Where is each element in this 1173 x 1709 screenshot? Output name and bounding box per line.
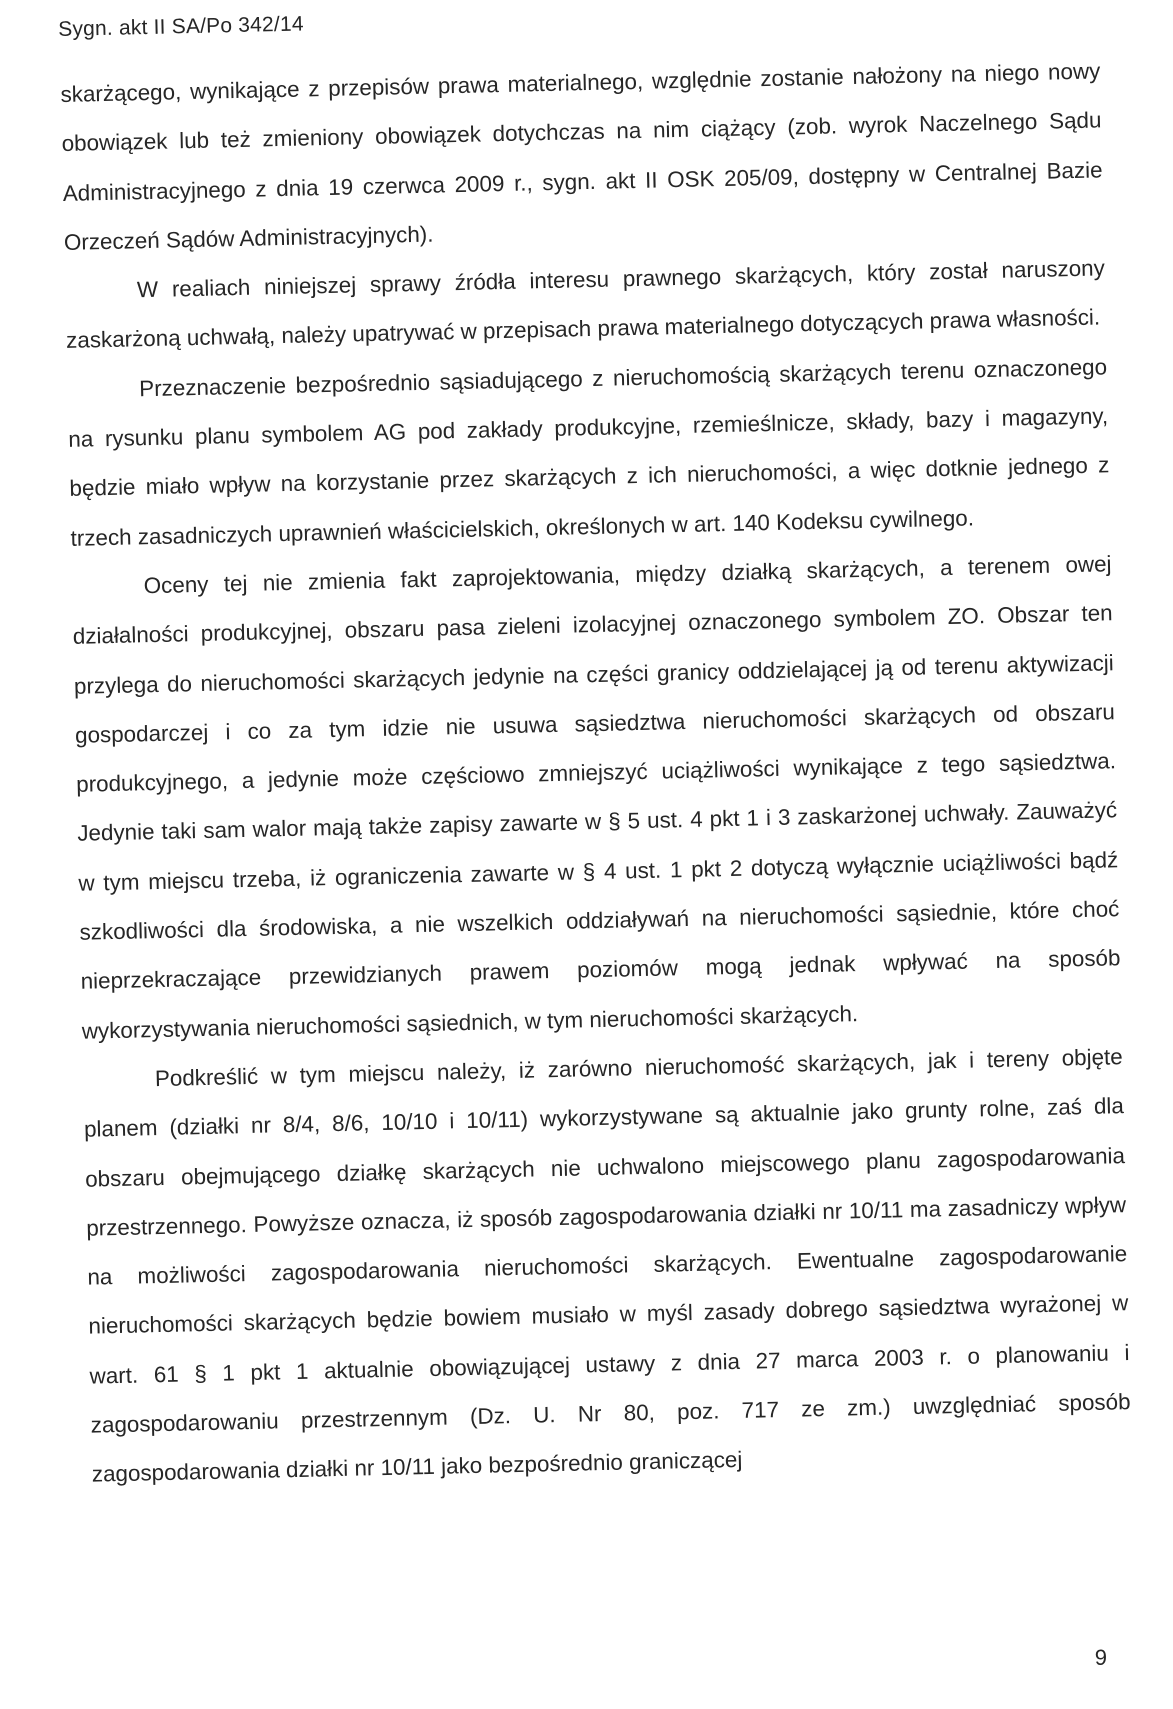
- document-body: [60, 46, 1132, 1499]
- case-reference-header: Sygn. akt II SA/Po 342/14: [58, 12, 304, 41]
- page-number: 9: [1094, 1645, 1107, 1670]
- paragraph: W realiach niniejszej sprawy źródła interesu prawnego skarżących, który został naruszony zaskarżoną uchwałą, należy upatrywać w przepisach prawa materialnego dotyczących prawa własności.: [65, 255, 1106, 354]
- paragraph: Podkreślić w tym miejscu należy, iż zarówno nieruchomość skarżących, jak i tereny objęte planem (działki nr 8/4, 8/6, 10/10 i 10/11) wykorzystywane są aktualnie jako grunty rolne, zaś dla obszaru obejmującego działkę skarżących nie uchwalono miejscowego planu zagospodarowania przestrzennego. Powyższe oznacza, iż sposób zagospodarowania działki nr 10/11 ma zasadniczy wpływ na możliwości zagospodarowania nieruchomości skarżących. Ewentualne zagospodarowanie nieruchomości skarżących będzie bowiem musiało w myśl zasady dobrego sąsiedztwa wyrażonej w wart. 61 § 1 pkt 1 aktualnie obowiązującej ustawy z dnia 27 marca 2003 r. o planowaniu i zagospodarowaniu przestrzennym (Dz. U. Nr 80, poz. 717 ze zm.) uwzględniać sposób zagospodarowania działki nr 10/11 jako bezpośrednio graniczącej: [83, 1044, 1131, 1487]
- paragraph: Przeznaczenie bezpośrednio sąsiadującego z nieruchomością skarżących terenu oznaczonego na rysunku planu symbolem AG pod zakłady produkcyjne, rzemieślnicze, składy, bazy i magazyny, będzie miało wpływ na korzystanie przez skarżących z ich nieruchomości, a więc dotknie jednego z trzech zasadniczych uprawnień właścicielskich, określonych w art. 140 Kodeksu cywilnego.: [68, 354, 1110, 551]
- paragraph: Oceny tej nie zmienia fakt zaprojektowania, między działką skarżących, a terenem owej działalności produkcyjnej, obszaru pasa zieleni izolacyjnej oznaczonego symbolem ZO. Obszar ten przylega do nieruchomości skarżących jedynie na części granicy oddzielającej ją od terenu aktywizacji gospodarczej i co za tym idzie nie usuwa sąsiedztwa nieruchomości skarżących od obszaru produkcyjnego, a jedynie może częściowo zmniejszyć uciążliwości wynikające z tego sąsiedztwa. Jedynie taki sam walor mają także zapisy zawarte w § 5 ust. 4 pkt 1 i 3 zaskarżonej uchwały. Zauważyć w tym miejscu trzeba, iż ograniczenia zawarte w § 4 ust. 1 pkt 2 dotyczą wyłącznie uciążliwości bądź szkodliwości dla środowiska, a nie wszelkich oddziaływań na nieruchomości sąsiednie, które choć nieprzekraczające przewidzianych prawem poziomów mogą jednak wpływać na sposób wykorzystywania nieruchomości sąsiednich, w tym nieruchomości skarżących.: [72, 551, 1121, 1044]
- paragraph-continuation: skarżącego, wynikające z przepisów prawa materialnego, względnie zostanie nałożony na niego nowy obowiązek lub też zmieniony obowiązek dotychczas na nim ciążący (zob. wyrok Naczelnego Sądu Administracyjnego z dnia 19 czerwca 2009 r., sygn. akt II OSK 205/09, dostępny w Centralnej Bazie Orzeczeń Sądów Administracyjnych).: [60, 58, 1103, 255]
